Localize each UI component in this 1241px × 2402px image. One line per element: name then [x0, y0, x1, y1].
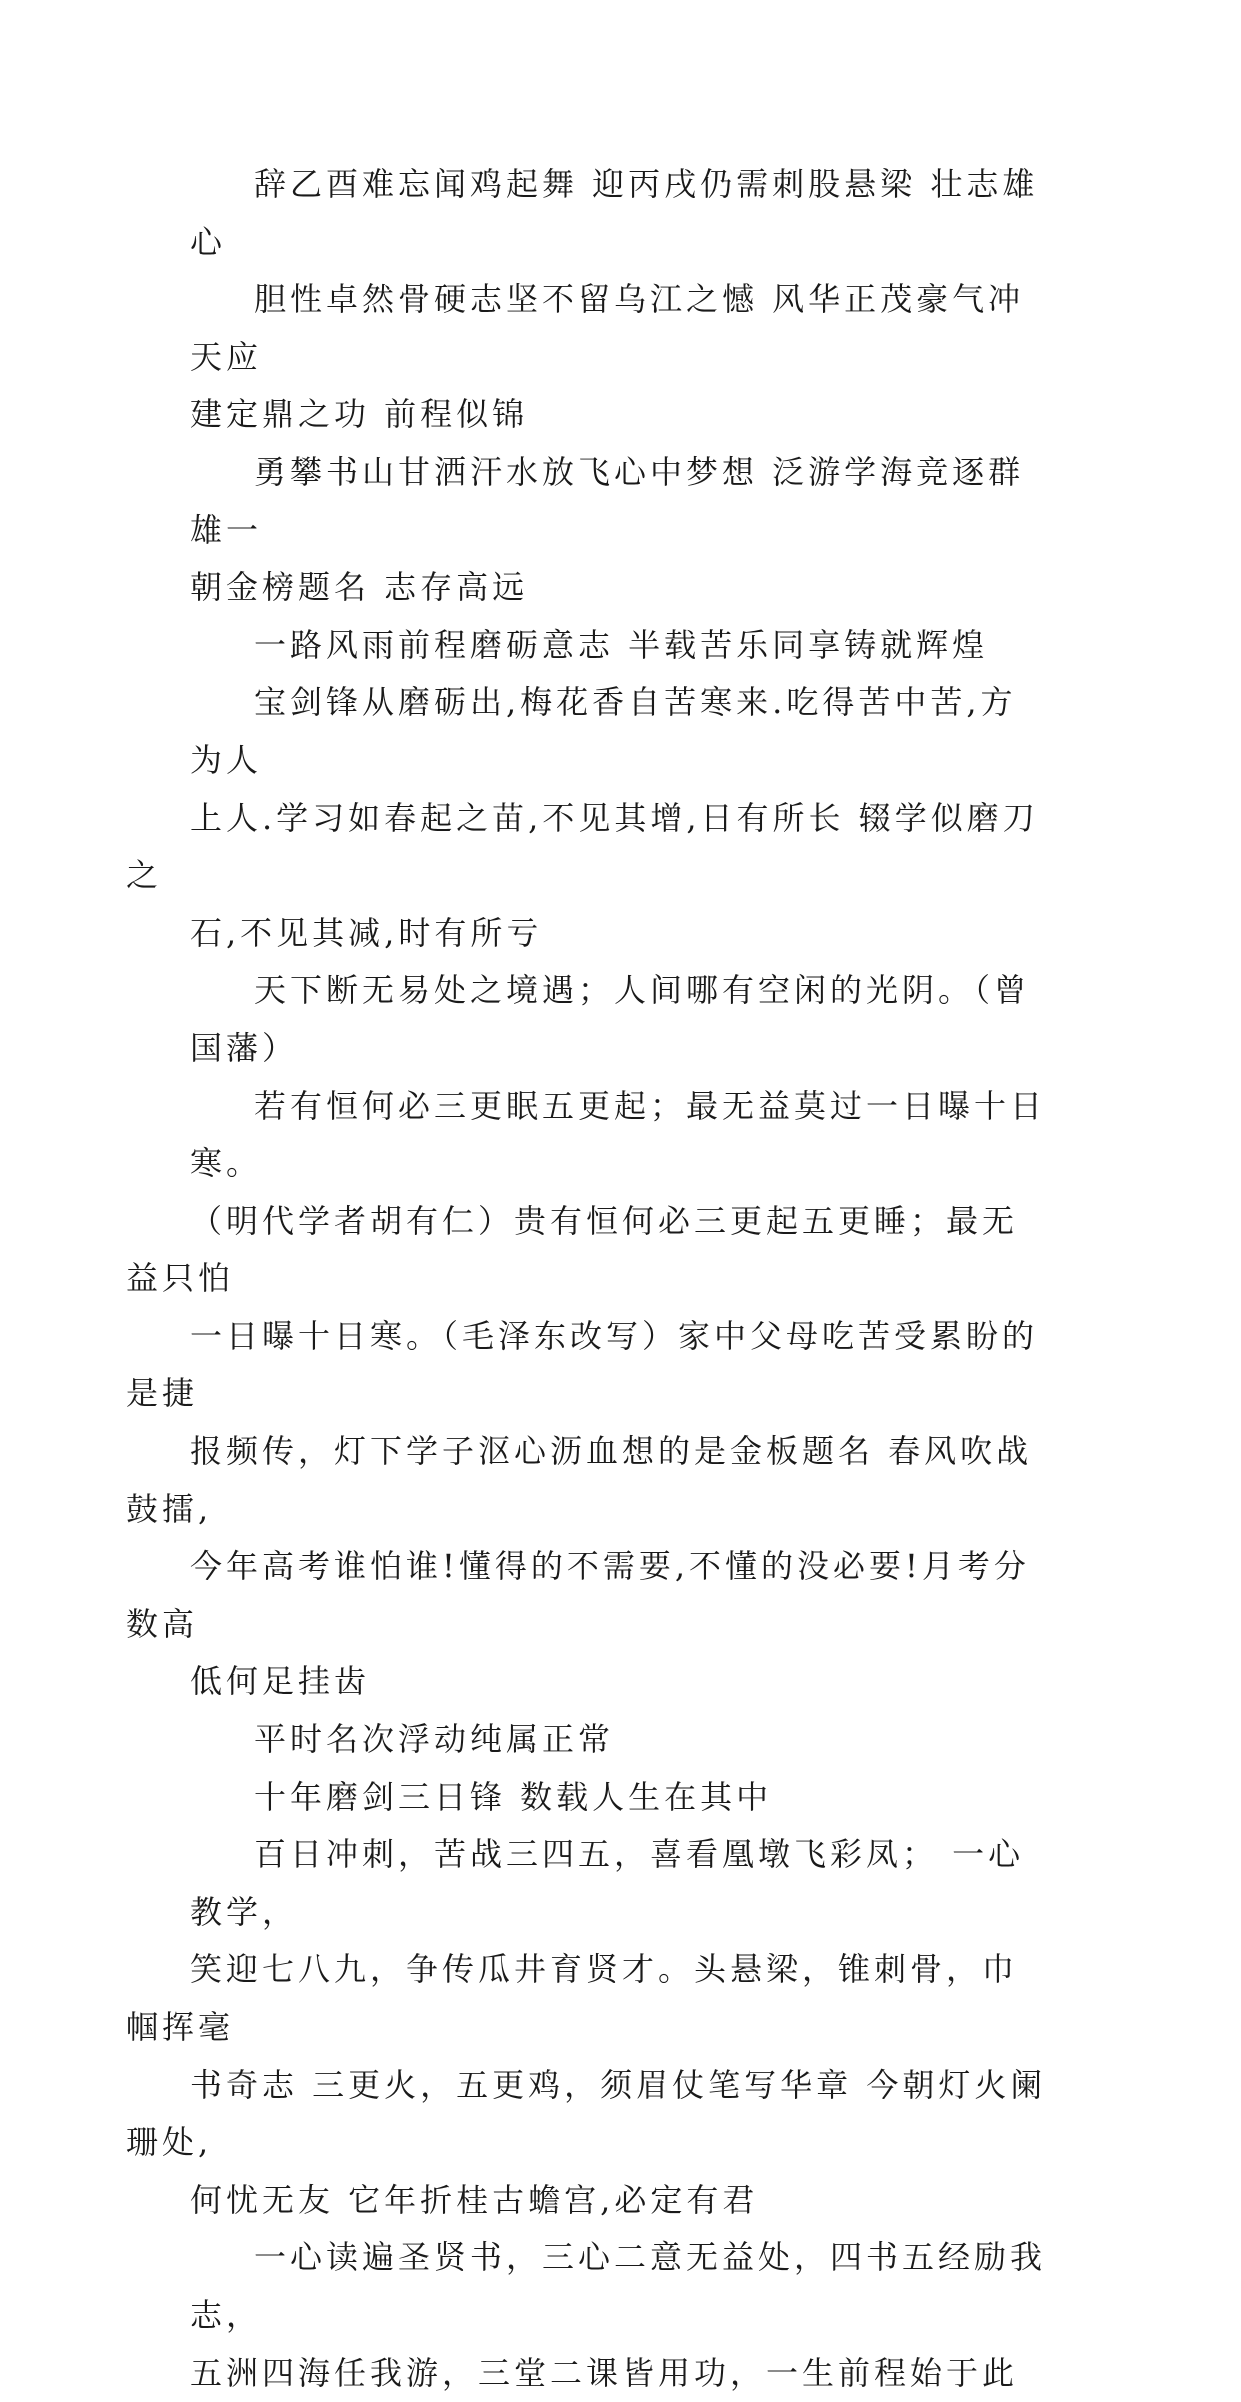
paragraph [190, 2229, 1050, 2402]
paragraph-line: 一心读遍圣贤书，三心二意无益处，四书五经励我志， [190, 2238, 1047, 2334]
paragraph-line: 上人.学习如春起之苗,不见其增,日有所长 辍学似磨刀之 [126, 798, 1039, 895]
paragraph [190, 1711, 1050, 1769]
document-body [126, 156, 1050, 2402]
paragraph [190, 444, 1050, 617]
paragraph-line: 一日曝十日寒。（毛泽东改写）家中父母吃苦受累盼的是捷 [126, 1316, 1039, 1413]
paragraph-line: 胆性卓然骨硬志坚不留乌江之憾 风华正茂豪气冲天应 [190, 280, 1025, 376]
paragraph-line: 何忧无友 它年折桂古蟾宫,必定有君 [190, 2180, 759, 2219]
paragraph-line: 五洲四海任我游，三堂二课皆用功，一生前程始于此 [190, 2353, 1019, 2392]
paragraph [190, 617, 1050, 675]
paragraph-line: 报频传，灯下学子沤心沥血想的是金板题名 春风吹战鼓擂, [126, 1432, 1033, 1528]
paragraph-line: 若有恒何必三更眠五更起；最无益莫过一日曝十日寒。 [190, 1086, 1047, 1183]
paragraph-line: 平时名次浮动纯属正常 [254, 1720, 615, 1759]
paragraph-line: 勇攀书山甘洒汗水放飞心中梦想 泛游学海竞逐群雄一 [190, 452, 1025, 549]
paragraph-line: 宝剑锋从磨砺出,梅花香自苦寒来.吃得苦中苦,方为人 [190, 683, 1017, 779]
paragraph-line: 辞乙酉难忘闻鸡起舞 迎丙戌仍需刺股悬梁 壮志雄心 [190, 165, 1039, 261]
paragraph-line: 今年高考谁怕谁!懂得的不需要,不懂的没必要!月考分数高 [126, 1547, 1030, 1643]
paragraph-line: （明代学者胡有仁）贵有恒何必三更起五更睡；最无益只怕 [126, 1201, 1019, 1298]
paragraph-line: 一路风雨前程磨砺意志 半载苦乐同享铸就辉煌 [254, 625, 989, 664]
paragraph-line: 天下断无易处之境遇；人间哪有空闲的光阴。（曾国藩） [190, 971, 1031, 1067]
paragraph-line: 笑迎七八九，争传瓜井育贤才。头悬梁，锥刺骨，巾帼挥毫 [126, 1950, 1019, 2046]
paragraph [126, 1826, 1050, 2229]
paragraph [190, 271, 1050, 444]
paragraph-line: 低何足挂齿 [190, 1662, 371, 1701]
paragraph-line: 朝金榜题名 志存高远 [190, 568, 529, 607]
paragraph [126, 1078, 1050, 1712]
paragraph-line: 书奇志 三更火，五更鸡，须眉仗笔写华章 今朝灯火阑珊处, [126, 2065, 1047, 2162]
paragraph-line: 建定鼎之功 前程似锦 [190, 395, 529, 434]
paragraph-line: 十年磨剑三日锋 数载人生在其中 [254, 1777, 773, 1816]
paragraph-line: 百日冲刺，苦战三四五，喜看凰墩飞彩凤； 一心教学， [190, 1835, 1025, 1931]
paragraph [126, 674, 1050, 962]
paragraph [190, 156, 1050, 271]
paragraph-line: 石,不见其减,时有所亏 [190, 913, 543, 952]
paragraph [190, 1769, 1050, 1827]
paragraph [190, 962, 1050, 1077]
